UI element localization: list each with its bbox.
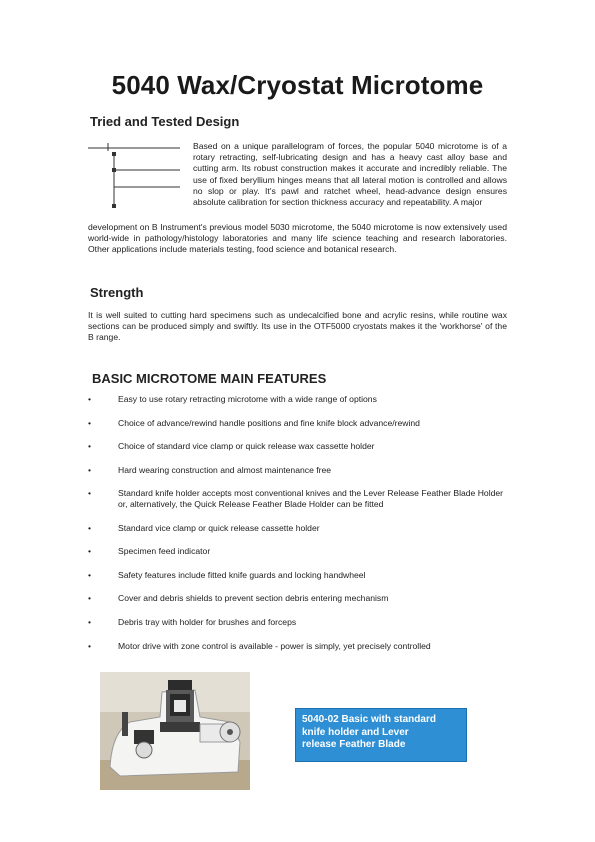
tried-paragraph-1: Based on a unique parallelogram of forces, the popular 5040 microtome is of a rotary retracting, self-lubricating design and has a heavy cast alloy base and cutting arm. Its robust construction makes it accurate and incredibly reliable. The use of fixed beryllium hinges means that all lateral motion is controlled and allows no slop or play. It's pawl and ratchet wheel, head-advance design ensures absolute calibration for section thickness accuracy and repeatability. A major [193,141,507,208]
microtome-photo [100,672,250,790]
callout-line-1: 5040-02 Basic with standard [302,714,436,725]
feature-text: Choice of standard vice clamp or quick release wax cassette holder [118,441,375,452]
features-list [88,394,508,651]
list-item [88,641,508,652]
microtome-photo-icon [100,672,250,790]
section-heading-tried: Tried and Tested Design [90,114,240,129]
bullet: • [88,569,92,580]
feature-text: Debris tray with holder for brushes and forceps [118,616,297,627]
feature-text: Standard knife holder accepts most conventional knives and the Lever Release Feather Blade Holder or, alternatively, the Quick Release Feather Blade Holder can be fitted [118,488,504,509]
bullet: • [88,464,92,475]
list-item [88,441,508,452]
page-title: 5040 Wax/Cryostat Microtome [111,70,484,100]
bullet: • [88,616,92,627]
list-item [88,617,508,628]
bullet: • [88,441,92,452]
feature-text: Easy to use rotary retracting microtome with a wide range of options [118,394,377,404]
bullet: • [88,522,92,533]
bullet: • [88,394,92,404]
list-item [88,394,508,405]
section-heading-features: BASIC MICROTOME MAIN FEATURES [92,371,327,386]
feature-text: Standard vice clamp or quick release cassette holder [118,522,320,533]
feature-text: Hard wearing construction and almost maintenance free [118,464,332,475]
tried-paragraph-2: development on B Instrument's previous model 5030 microtome, the 5040 microtome is now extensively used world-wide in pathology/histology laboratories and many life science teaching and research laboratories. Other applications include materials testing, food science and botanical research. [88,222,507,255]
list-item [88,593,508,604]
callout-line-3: release Feather Blade [302,739,406,750]
list-item [88,570,508,581]
list-item [88,465,508,476]
bullet: • [88,417,92,428]
bullet: • [88,593,92,604]
feature-text: Specimen feed indicator [118,546,211,557]
section-heading-strength: Strength [90,285,144,300]
feature-text: Safety features include fitted knife guards and locking handwheel [118,569,366,580]
diagram-figure [88,142,180,212]
bullet: • [88,546,92,557]
bullet: • [88,640,92,651]
list-item [88,488,508,509]
list-item [88,523,508,534]
microtome-diagram-icon [88,142,180,212]
product-callout [295,708,467,762]
strength-paragraph: It is well suited to cutting hard specimens such as undecalcified bone and acrylic resins, while routine wax sections can be produced simply and swiftly. Its use in the OTF5000 cryostats makes it the 'workhorse' of the B range. [88,310,507,343]
feature-text: Choice of advance/rewind handle positions and fine knife block advance/rewind [118,417,420,428]
bullet: • [88,488,92,499]
callout-line-2: knife holder and Lever [302,726,409,738]
feature-text: Motor drive with zone control is available - power is simply, yet precisely controlled [118,640,431,651]
list-item [88,418,508,429]
list-item [88,546,508,557]
feature-text: Cover and debris shields to prevent section debris entering mechanism [118,593,389,604]
